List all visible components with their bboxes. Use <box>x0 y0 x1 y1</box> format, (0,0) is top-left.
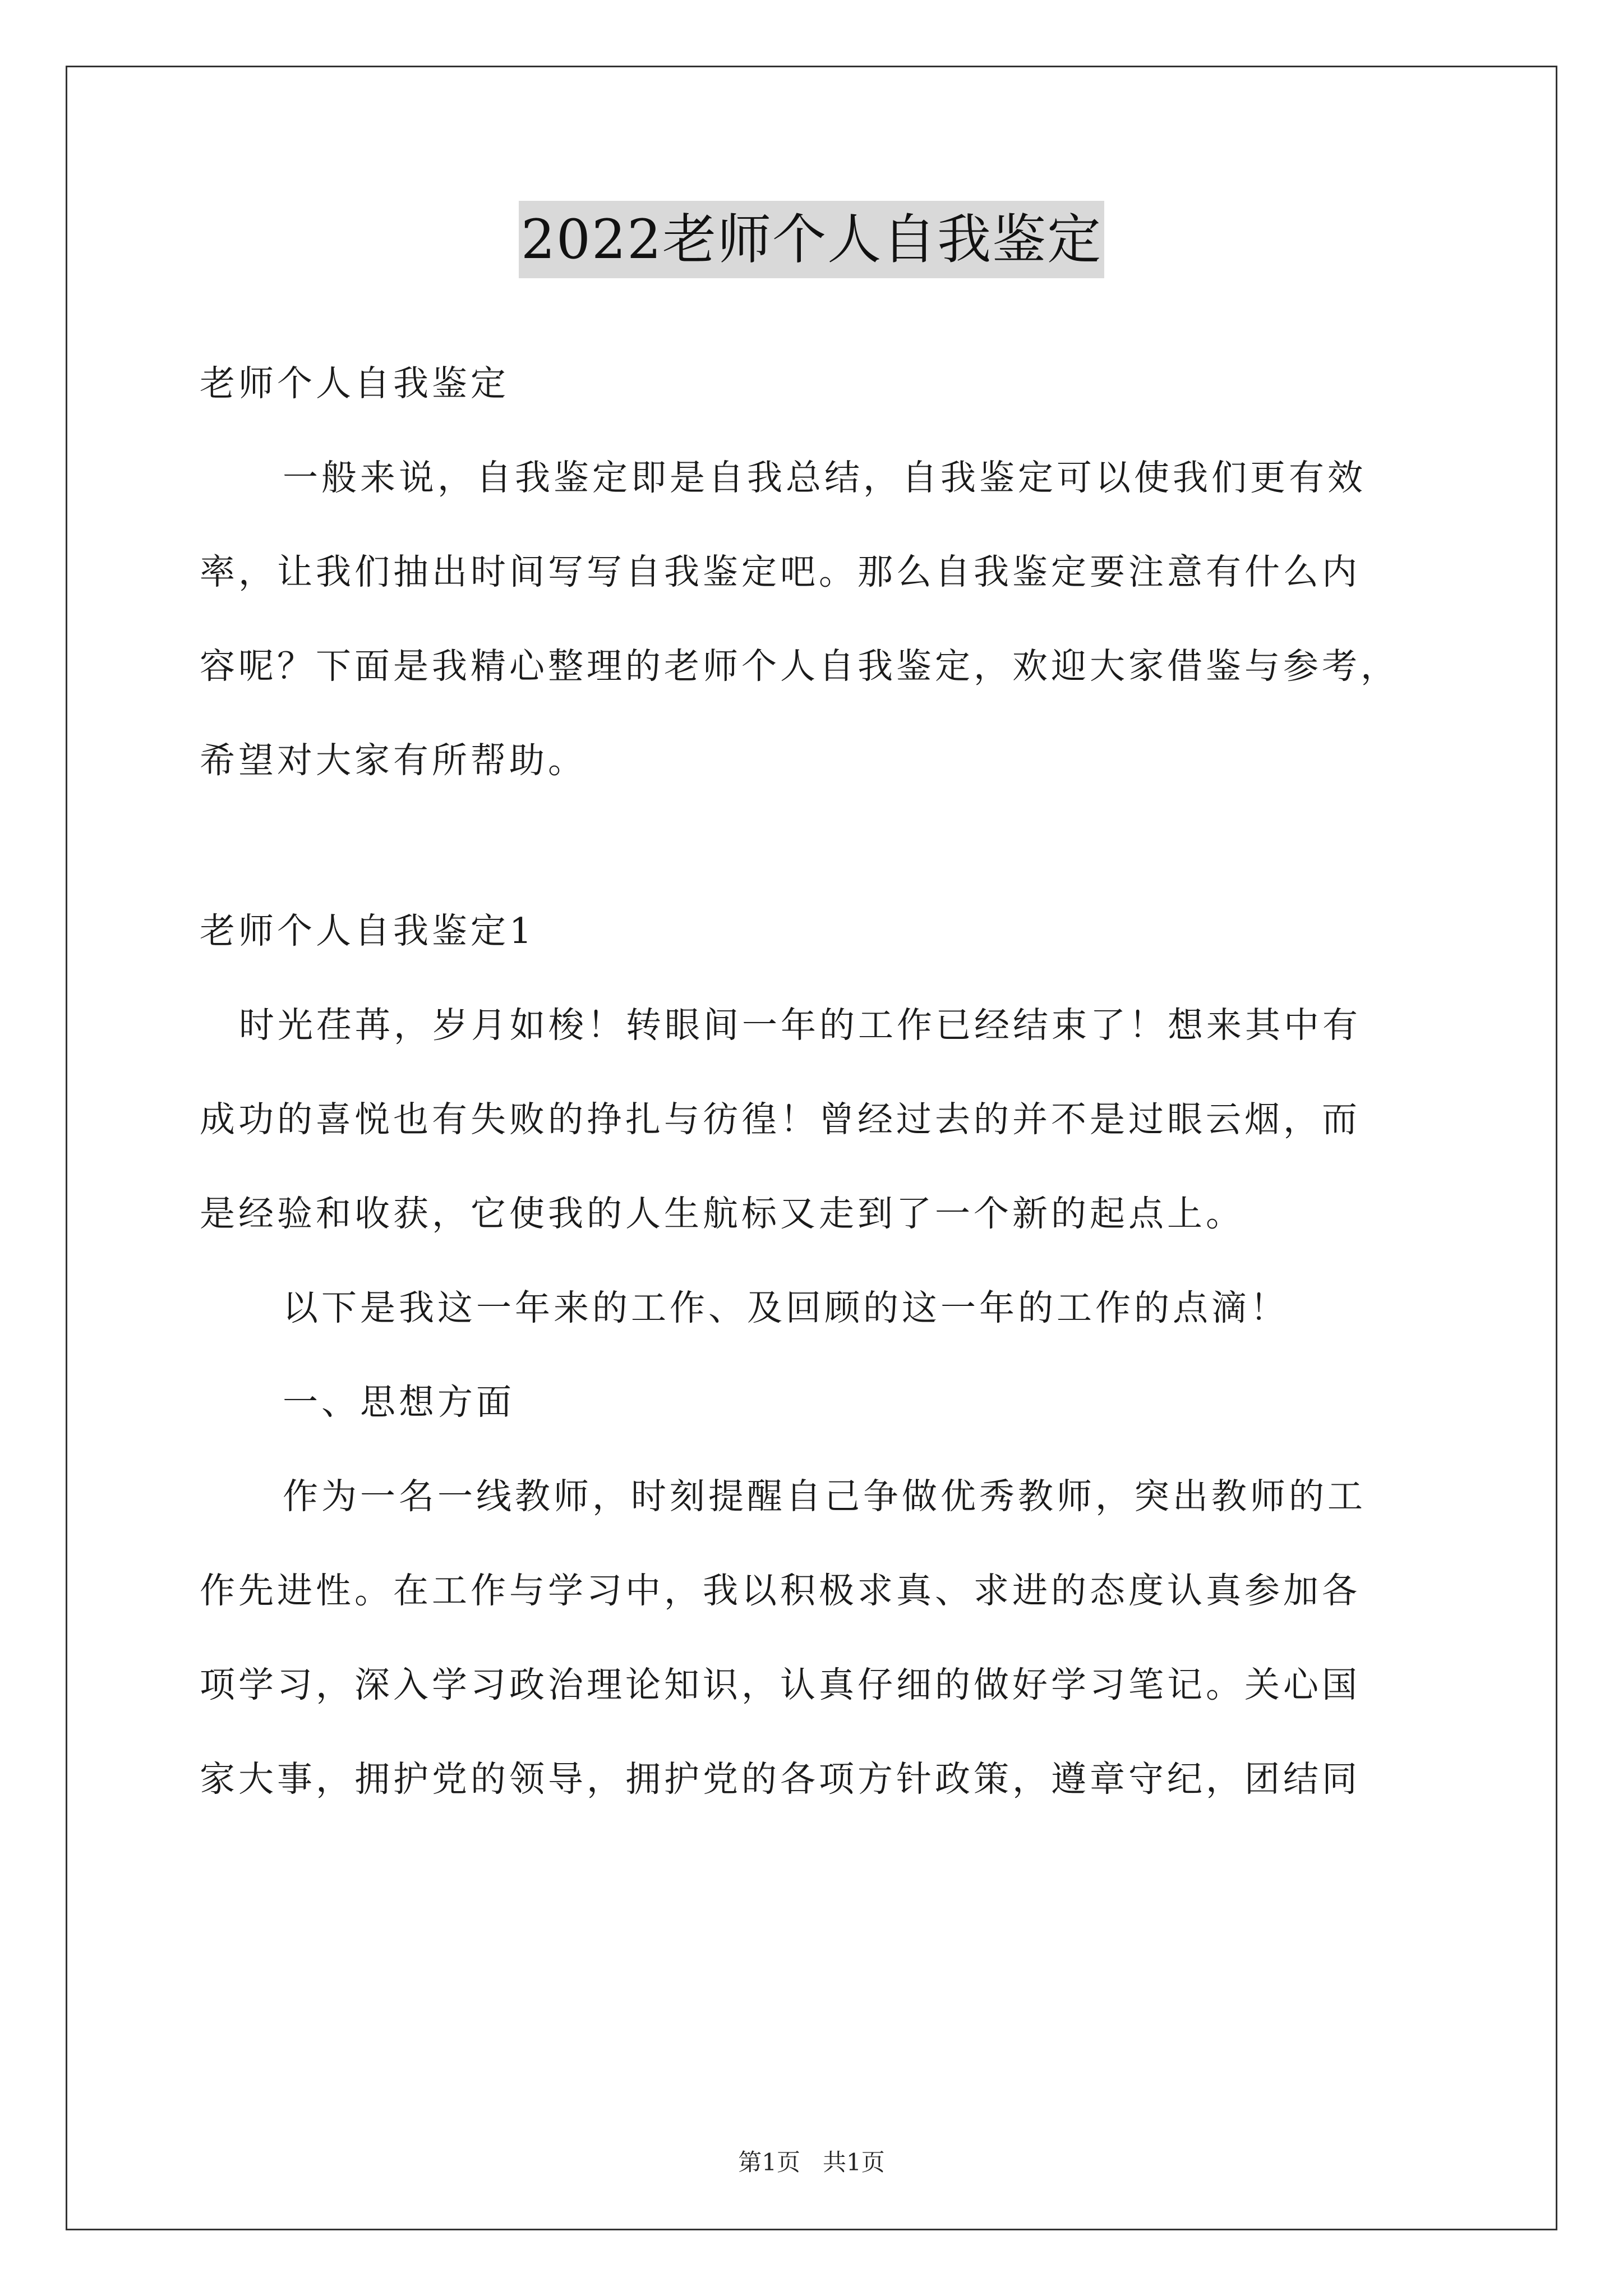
document-body <box>200 337 1433 1826</box>
paragraph-line: 家大事，拥护党的领导，拥护党的各项方针政策，遵章守纪，团结同 <box>200 1759 1361 1800</box>
page-number: 第1页 <box>738 2148 800 2176</box>
subheading: 一、思想方面 <box>283 1382 515 1423</box>
page-total: 共1页 <box>823 2148 885 2176</box>
paragraph-line: 是经验和收获，它使我的人生航标又走到了一个新的起点上。 <box>200 1193 1244 1234</box>
section-heading: 老师个人自我鉴定1 <box>200 910 536 951</box>
page-footer <box>0 2144 1623 2178</box>
paragraph-line: 以下是我这一年来的工作、及回顾的这一年的工作的点滴！ <box>283 1287 1289 1328</box>
paragraph-line: 时光荏苒，岁月如梭！转眼间一年的工作已经结束了！想来其中有 <box>239 1005 1361 1046</box>
document-title: 2022老师个人自我鉴定 <box>519 201 1104 278</box>
paragraph-gap <box>200 808 1433 884</box>
intro-line: 希望对大家有所帮助。 <box>200 740 587 781</box>
document-subtitle: 老师个人自我鉴定 <box>200 363 509 404</box>
paragraph-line: 作为一名一线教师，时刻提醒自己争做优秀教师，突出教师的工 <box>283 1476 1366 1517</box>
intro-line: 一般来说，自我鉴定即是自我总结，自我鉴定可以使我们更有效 <box>283 457 1366 498</box>
paragraph-line: 项学习，深入学习政治理论知识，认真仔细的做好学习笔记。关心国 <box>200 1664 1361 1705</box>
title-container <box>0 201 1623 278</box>
intro-line: 容呢？下面是我精心整理的老师个人自我鉴定，欢迎大家借鉴与参考， <box>200 646 1399 687</box>
intro-line: 率，让我们抽出时间写写自我鉴定吧。那么自我鉴定要注意有什么内 <box>200 551 1361 592</box>
paragraph-line: 成功的喜悦也有失败的挣扎与彷徨！曾经过去的并不是过眼云烟，而 <box>200 1099 1361 1140</box>
paragraph-line: 作先进性。在工作与学习中，我以积极求真、求进的态度认真参加各 <box>200 1570 1361 1611</box>
